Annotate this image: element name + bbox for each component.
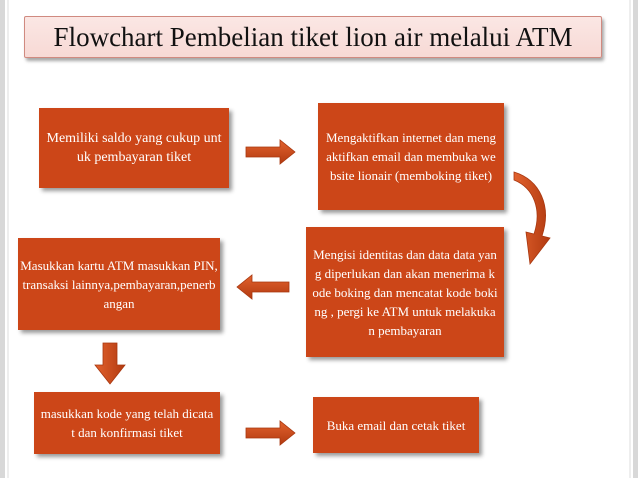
arrow-down-1: [94, 343, 126, 385]
step-text-identitas: Mengisi identitas dan data data yang diperlukan dan akan menerima kode boking dan mencatat kode boking , pergi ke ATM untuk melakukan pembayaran: [312, 246, 498, 338]
frame-right-border: [633, 0, 638, 478]
page-title: Flowchart Pembelian tiket lion air melalui ATM: [53, 21, 573, 52]
frame-right-inner-border: [629, 0, 631, 478]
step-box-identitas: [306, 227, 504, 357]
arrow-curved-down: [512, 168, 562, 266]
frame-left-inner-border: [7, 0, 9, 478]
step-box-internet: [318, 103, 504, 210]
step-box-email: [313, 397, 479, 453]
frame-left-border: [0, 0, 5, 478]
arrow-right-2: [246, 421, 296, 445]
step-text-saldo: Memiliki saldo yang cukup untuk pembayaran tiket: [46, 131, 222, 165]
step-text-internet: Mengaktifkan internet dan mengaktifkan email dan membuka website lionair (memboking tiket): [325, 130, 497, 183]
step-box-saldo: [39, 108, 229, 188]
title-box: [24, 16, 602, 58]
step-text-kode: masukkan kode yang telah dicatat dan konfirmasi tiket: [40, 406, 214, 440]
arrow-right-1: [246, 140, 296, 164]
step-text-email: Buka email dan cetak tiket: [326, 417, 466, 433]
step-box-kartu-atm: [18, 238, 220, 330]
step-text-kartu-atm: Masukkan kartu ATM masukkan PIN,transaksi lainnya,pembayaran,penerbangan: [20, 257, 218, 311]
arrow-left-1: [236, 275, 290, 299]
step-box-kode: [34, 392, 220, 454]
